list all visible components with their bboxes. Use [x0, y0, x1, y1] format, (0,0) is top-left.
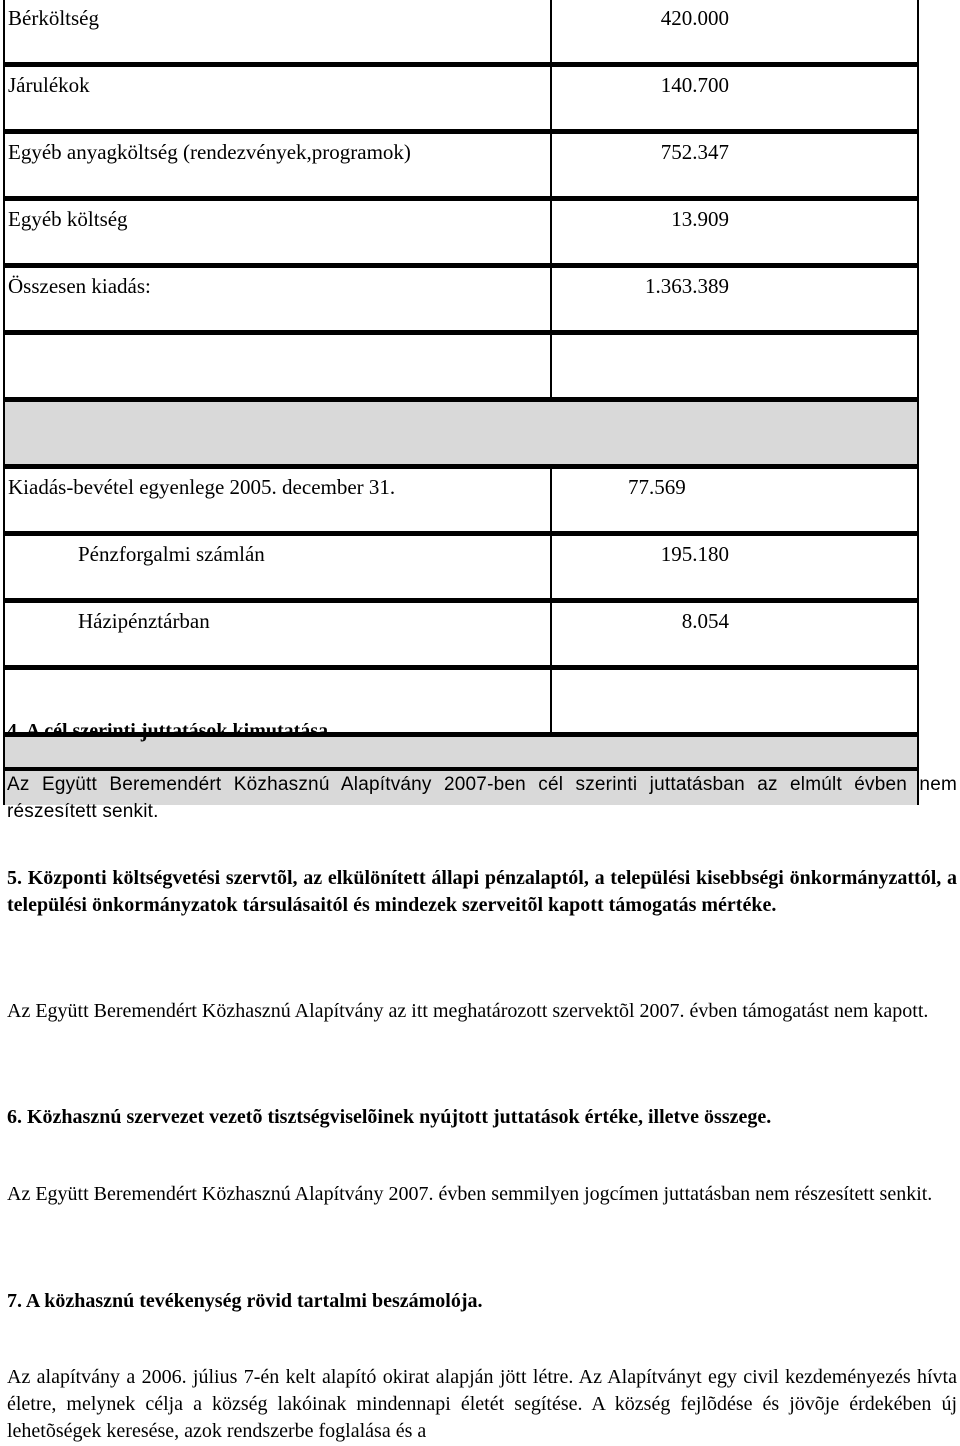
balance-value: 77.569 [628, 475, 686, 499]
financial-table [3, 0, 919, 805]
table-row-shaded [3, 402, 919, 469]
table-row-total [3, 268, 919, 335]
expense-value: 140.700 [660, 73, 729, 97]
account-value: 8.054 [681, 609, 729, 633]
table-row [3, 0, 919, 67]
expense-label: Bérköltség [8, 6, 99, 30]
expense-label: Egyéb anyagköltség (rendezvények,programok) [8, 140, 411, 164]
section-5-heading: 5. Központi költségvetési szervtõl, az elkülönített állapi pénzalaptól, a települési kisebbségi önkormányzattól, a települési önkormányzatok társulásaitól és mindezek szerveitõl kapott támogatás mértéke. [7, 867, 957, 916]
expense-value: 752.347 [660, 140, 729, 164]
total-label: Összesen kiadás: [8, 274, 151, 298]
account-label: Pénzforgalmi számlán [78, 542, 265, 566]
section-5-text: Az Együtt Beremendért Közhasznú Alapítvány az itt meghatározott szervektõl 2007. évben támogatást nem kapott. [7, 1000, 929, 1022]
table-row [3, 67, 919, 134]
expense-value: 13.909 [671, 207, 729, 231]
account-value: 195.180 [660, 542, 729, 566]
section-6-text: Az Együtt Beremendért Közhasznú Alapítvány 2007. évben semmilyen jogcímen juttatásban nem részesített senkit. [7, 1183, 933, 1205]
account-label: Házipénztárban [78, 609, 210, 633]
expense-label: Járulékok [8, 73, 90, 97]
table-row [3, 603, 919, 670]
section-7-heading: 7. A közhasznú tevékenység rövid tartalmi beszámolója. [7, 1290, 483, 1312]
table-row-empty [3, 335, 919, 402]
expense-value: 420.000 [660, 6, 729, 30]
section-4-text: Az Együtt Beremendért Közhasznú Alapítvány 2007-ben cél szerinti juttatásban az elmúlt évben nem részesített senkit. [7, 774, 957, 822]
expense-label: Egyéb költség [8, 207, 128, 231]
total-value: 1.363.389 [645, 274, 729, 298]
section-6-heading: 6. Közhasznú szervezet vezetõ tisztségviselõinek nyújtott juttatások értéke, illetve összege. [7, 1106, 772, 1128]
table-row-balance [3, 469, 919, 536]
section-4-heading: 4. A cél szerinti juttatások kimutatása. [7, 720, 334, 742]
table-row [3, 536, 919, 603]
section-7-text: Az alapítvány a 2006. július 7-én kelt alapító okirat alapján jött létre. Az Alapítványt egy civil kezdeményezés hívta életre, melynek célja a község lakóinak mindennapi életét segítése. A község fejlõdése és jövõje érdekében új lehetõségek keresése, azok rendszerbe foglalása és a [7, 1366, 957, 1442]
balance-label: Kiadás-bevétel egyenlege 2005. december 31. [8, 475, 396, 499]
table-row [3, 201, 919, 268]
table-row [3, 134, 919, 201]
